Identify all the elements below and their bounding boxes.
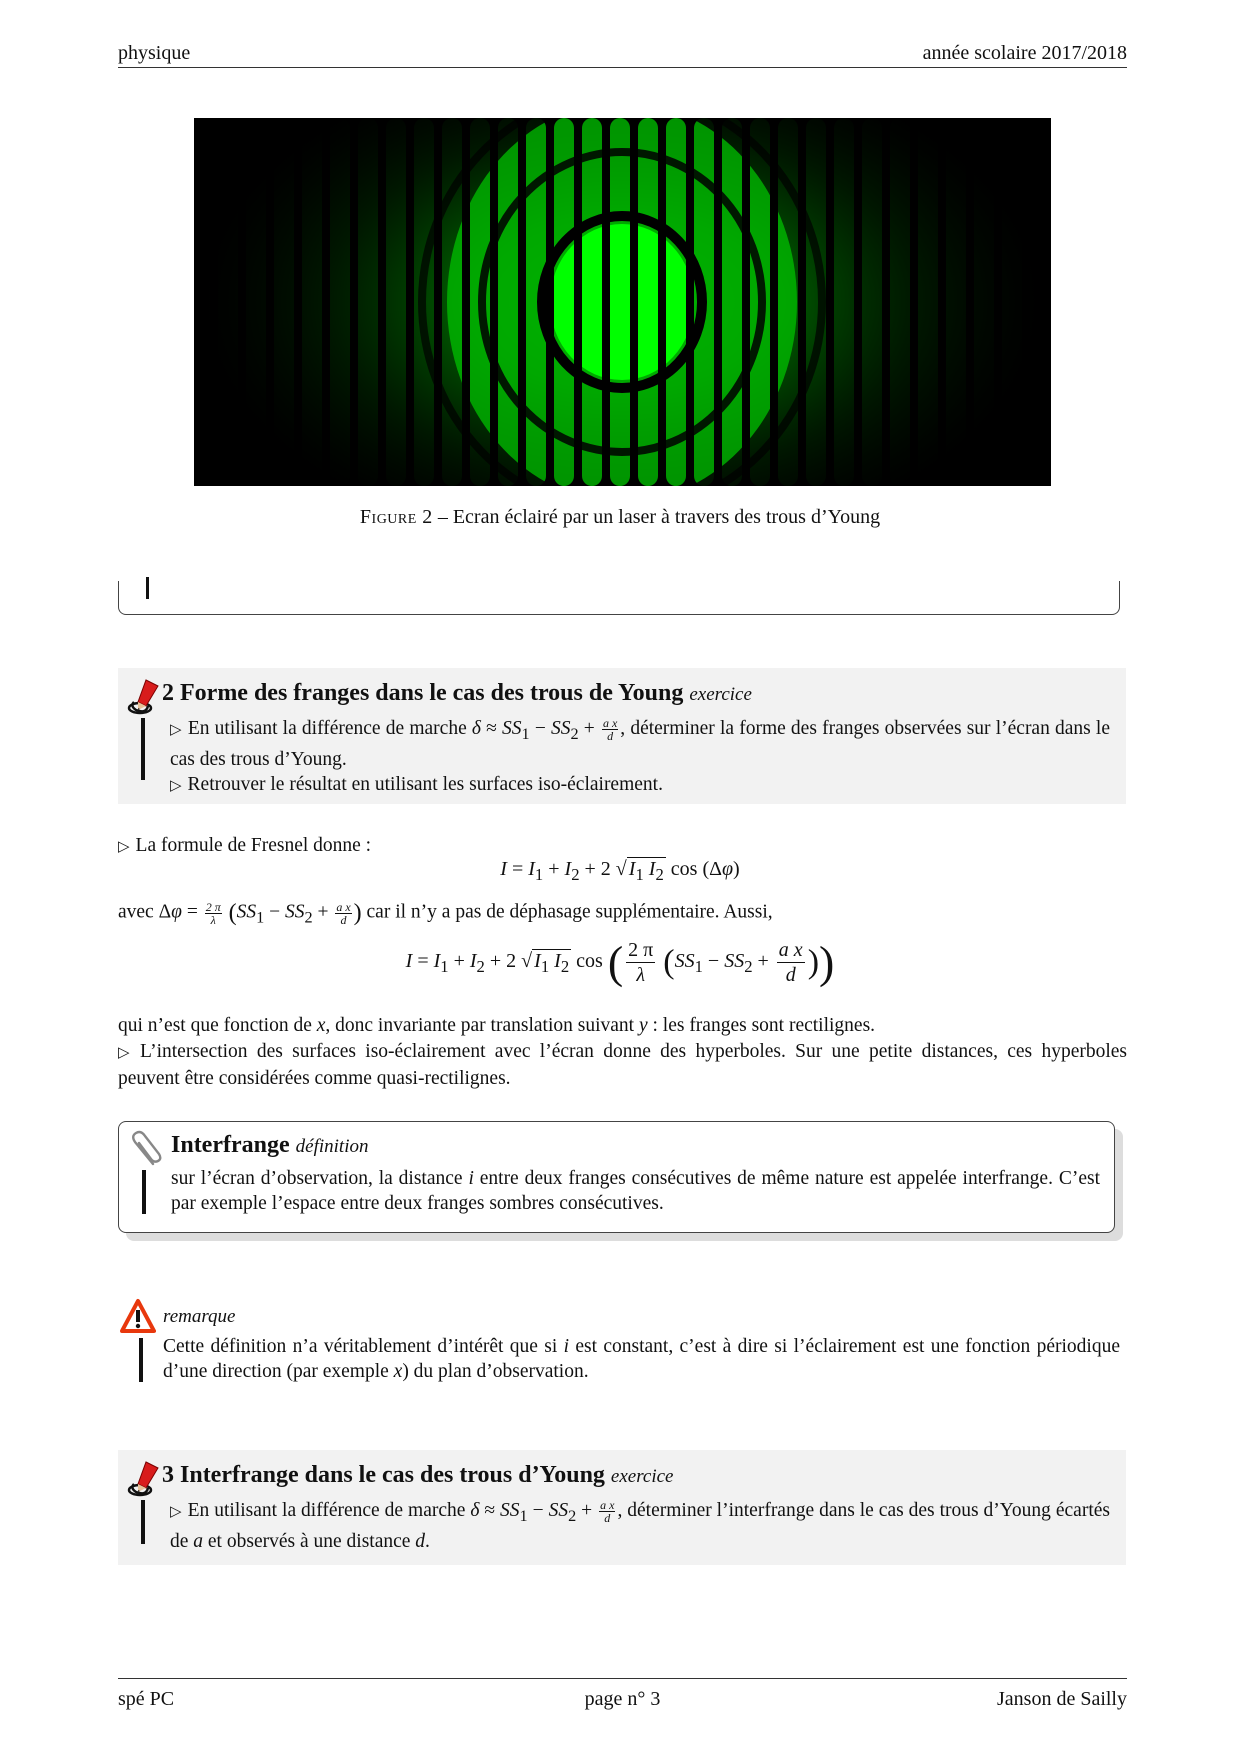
- exercise-title: 2 Forme des franges dans le cas des trous de Young exercice: [162, 680, 752, 706]
- exercise-item-1: ▷ En utilisant la différence de marche $\delta \approx SS_1 - SS_2$ + $\frac{\text{a x}}{d}$ , déterminer la forme des franges observées sur l’écran dans le cas des trous d’Young.: [170, 716, 1110, 770]
- page-footer: [118, 1678, 1127, 1718]
- header-school-year: année scolaire 2017/2018: [922, 42, 1127, 64]
- fraction-ax-over-d: $\frac{\text{a x}}{d}$: [602, 716, 618, 744]
- exercise-title-text: Interfrange dans le cas des trous d’Young: [180, 1462, 605, 1488]
- margin-bar: [139, 1338, 143, 1382]
- exercise-box-3: [118, 1450, 1126, 1565]
- answer-conclusion: qui n’est que fonction de x, donc invariante par translation suivant y : les franges sont rectilignes. ▷ L’intersection des surfaces iso-éclairement avec l’écran donne des hyperboles. Sur une petite distances, ces hyperboles peuvent être considérées comme quasi-rectilignes.: [118, 1015, 1128, 1089]
- triangle-bullet-icon: ▷: [118, 1044, 134, 1061]
- triangle-bullet-icon: ▷: [118, 839, 130, 855]
- figure-caption: Figure 2 – Ecran éclairé par un laser à travers des trous d’Young: [359, 506, 881, 528]
- margin-bar: [141, 718, 145, 780]
- footer-school: Janson de Sailly: [997, 1688, 1127, 1710]
- definition-title: Interfrange définition: [171, 1132, 369, 1158]
- warning-icon: [120, 1298, 156, 1334]
- interference-pattern-graphic: [194, 118, 1051, 486]
- margin-bar: [142, 1170, 146, 1214]
- equation-fresnel: $I = I_1 + I_2 + 2$ √ $I_1$ $I_2$ cos (Δφ): [500, 858, 740, 884]
- caption-label: Figure 2: [359, 506, 433, 528]
- caption-text: Ecran éclairé par un laser à travers des trous d’Young: [452, 506, 881, 528]
- exercise-title-text: Forme des franges dans le cas des trous de Young: [180, 680, 684, 706]
- remark-body: Cette définition n’a véritablement d’intérêt que si i est constant, c’est à dire si l’éclairement est une fonction périodique d’une direction (par exemple x) du plan d’observation.: [163, 1336, 1120, 1382]
- exercise-box-2: [118, 668, 1126, 804]
- exercise-tag: exercice: [689, 684, 752, 705]
- exercise-title: 3 Interfrange dans le cas des trous d’Young exercice: [162, 1462, 674, 1488]
- footer-page-number: page n° 3: [584, 1688, 661, 1710]
- definition-tag: définition: [295, 1136, 369, 1157]
- triangle-bullet-icon: ▷: [170, 777, 182, 794]
- pencil-icon: [126, 676, 164, 718]
- exercise-item-2: ▷ Retrouver le résultat en utilisant les surfaces iso-éclairement.: [170, 773, 663, 795]
- definition-body: sur l’écran d’observation, la distance i entre deux franges consécutives de même nature est appelée interfrange. C’est par exemple l’espace entre deux franges sombres consécutives.: [171, 1168, 1101, 1214]
- header-subject: physique: [118, 42, 191, 64]
- remark-block: [118, 1298, 1120, 1388]
- empty-frame-box: [118, 588, 1120, 615]
- paperclip-icon: [127, 1128, 163, 1168]
- equation-intensity: $I = I_1 + I_2 + 2$ √ $I_1$ $I_2$ cos ( $\frac{2 \pi}{\lambda}$ ($SS_1 - SS_2$ + $\frac{\text{a x}}{d}$ )): [405, 936, 835, 988]
- definition-box: [118, 1121, 1115, 1233]
- exercise-tag: exercice: [610, 1466, 674, 1487]
- footer-class: spé PC: [118, 1688, 175, 1710]
- page-header: [118, 38, 1127, 68]
- pencil-icon: [126, 1458, 164, 1500]
- margin-bar: [141, 1500, 145, 1544]
- answer-line-fresnel: ▷ La formule de Fresnel donne :: [118, 835, 372, 856]
- exercise-item-1: ▷ En utilisant la différence de marche $\delta \approx SS_1 - SS_2$ + $\frac{\text{a x}}{d}$ , déterminer l’interfrange dans le cas des trous d’Young écartés de a et observés à une distance d.: [170, 1498, 1110, 1552]
- remark-tag: remarque: [163, 1306, 236, 1327]
- answer-line-phase: avec Δφ = $\frac{2 \pi}{\lambda}$ ($SS_1 - SS_2$ + $\frac{\text{a x}}{d}$ ) car il n’y a pas de déphasage supplémentaire. Aussi,: [118, 899, 773, 927]
- exercise-body: [170, 1498, 1110, 1554]
- margin-bar: [146, 577, 149, 599]
- exercise-body: [170, 716, 1110, 799]
- triangle-bullet-icon: ▷: [170, 1504, 182, 1520]
- triangle-bullet-icon: ▷: [170, 722, 182, 738]
- fraction-ax-over-d: $\frac{\text{a x}}{d}$: [600, 1498, 615, 1526]
- figure-interference-image: [194, 118, 1051, 486]
